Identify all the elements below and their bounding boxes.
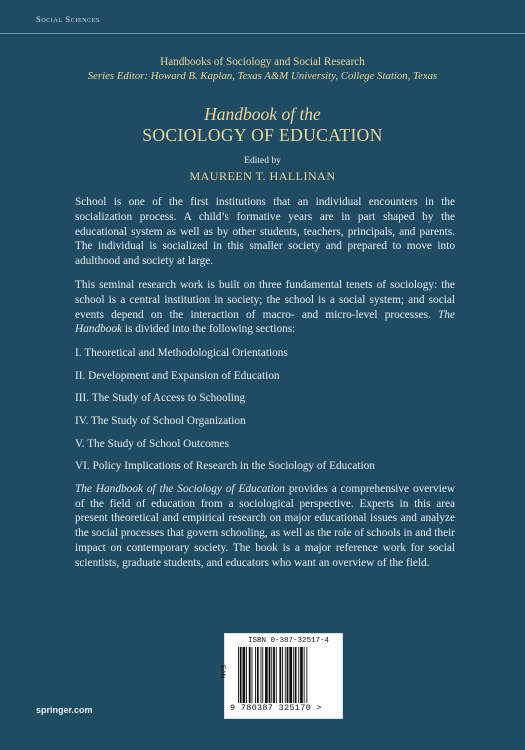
overview-text: provides a comprehensive overview of the field of education from a sociological perspective. Experts in this area present theoretical and empirical research on major educational issues and analyze the social processes that govern schooling, as well as the role of schools in and their impact on contemporary society. The book is a major reference work for social scientists, graduate students, and educators who want an overview of the field. — [75, 482, 456, 569]
barcode-digits: 9 780387 325170 > — [230, 703, 322, 713]
book-title — [0, 104, 525, 146]
series-name: Handbooks of Sociology and Social Research — [160, 56, 365, 68]
paragraph-tenets — [75, 278, 455, 337]
ean-label: EAN — [219, 665, 226, 679]
description-body — [75, 195, 455, 580]
isbn-label: ISBN 0-387-32517-4 — [248, 637, 330, 645]
paragraph-intro: School is one of the first institutions that an individual encounters in the socialization process. A child’s formative years are in part shaped by the educational system as well as by other students, teachers, principals, and parents. The individual is socialized in this smaller society and prepared to move into adulthood and society at large. — [75, 196, 455, 268]
overview-title-emphasis: The Handbook of the Sociology of Education — [75, 482, 285, 495]
publisher-url: springer.com — [36, 705, 93, 715]
section-item: III. The Study of Access to Schooling — [75, 392, 246, 405]
series-info — [0, 55, 525, 83]
tenets-text: This seminal research work is built on three fundamental tenets of sociology: the school is a central institution in society; the school is a social system; and social events depend on the interaction of macro- and micro-level processes. — [75, 278, 455, 321]
editor-name: MAUREEN T. HALLINAN — [189, 169, 336, 183]
tenets-text-end: is divided into the following sections: — [122, 323, 296, 336]
section-item: IV. The Study of School Organization — [75, 414, 246, 427]
category-label: Social Sciences — [36, 14, 100, 24]
section-item: V. The Study of School Outcomes — [75, 437, 229, 450]
section-item: VI. Policy Implications of Research in the Sociology of Education — [75, 460, 375, 473]
handbook-emphasis: The Handbook — [75, 308, 455, 336]
section-item: I. Theoretical and Methodological Orientations — [75, 347, 288, 360]
paragraph-overview — [75, 482, 455, 571]
series-editor: Series Editor: Howard B. Kaplan, Texas A&M University, College Station, Texas — [87, 70, 438, 82]
barcode-icon — [238, 647, 334, 703]
title-line-2: SOCIOLOGY OF EDUCATION — [142, 125, 383, 145]
header-divider — [0, 33, 525, 34]
title-line-1: Handbook of the — [204, 104, 321, 124]
edited-by-label: Edited by — [244, 156, 281, 166]
section-item: II. Development and Expansion of Education — [75, 369, 280, 382]
